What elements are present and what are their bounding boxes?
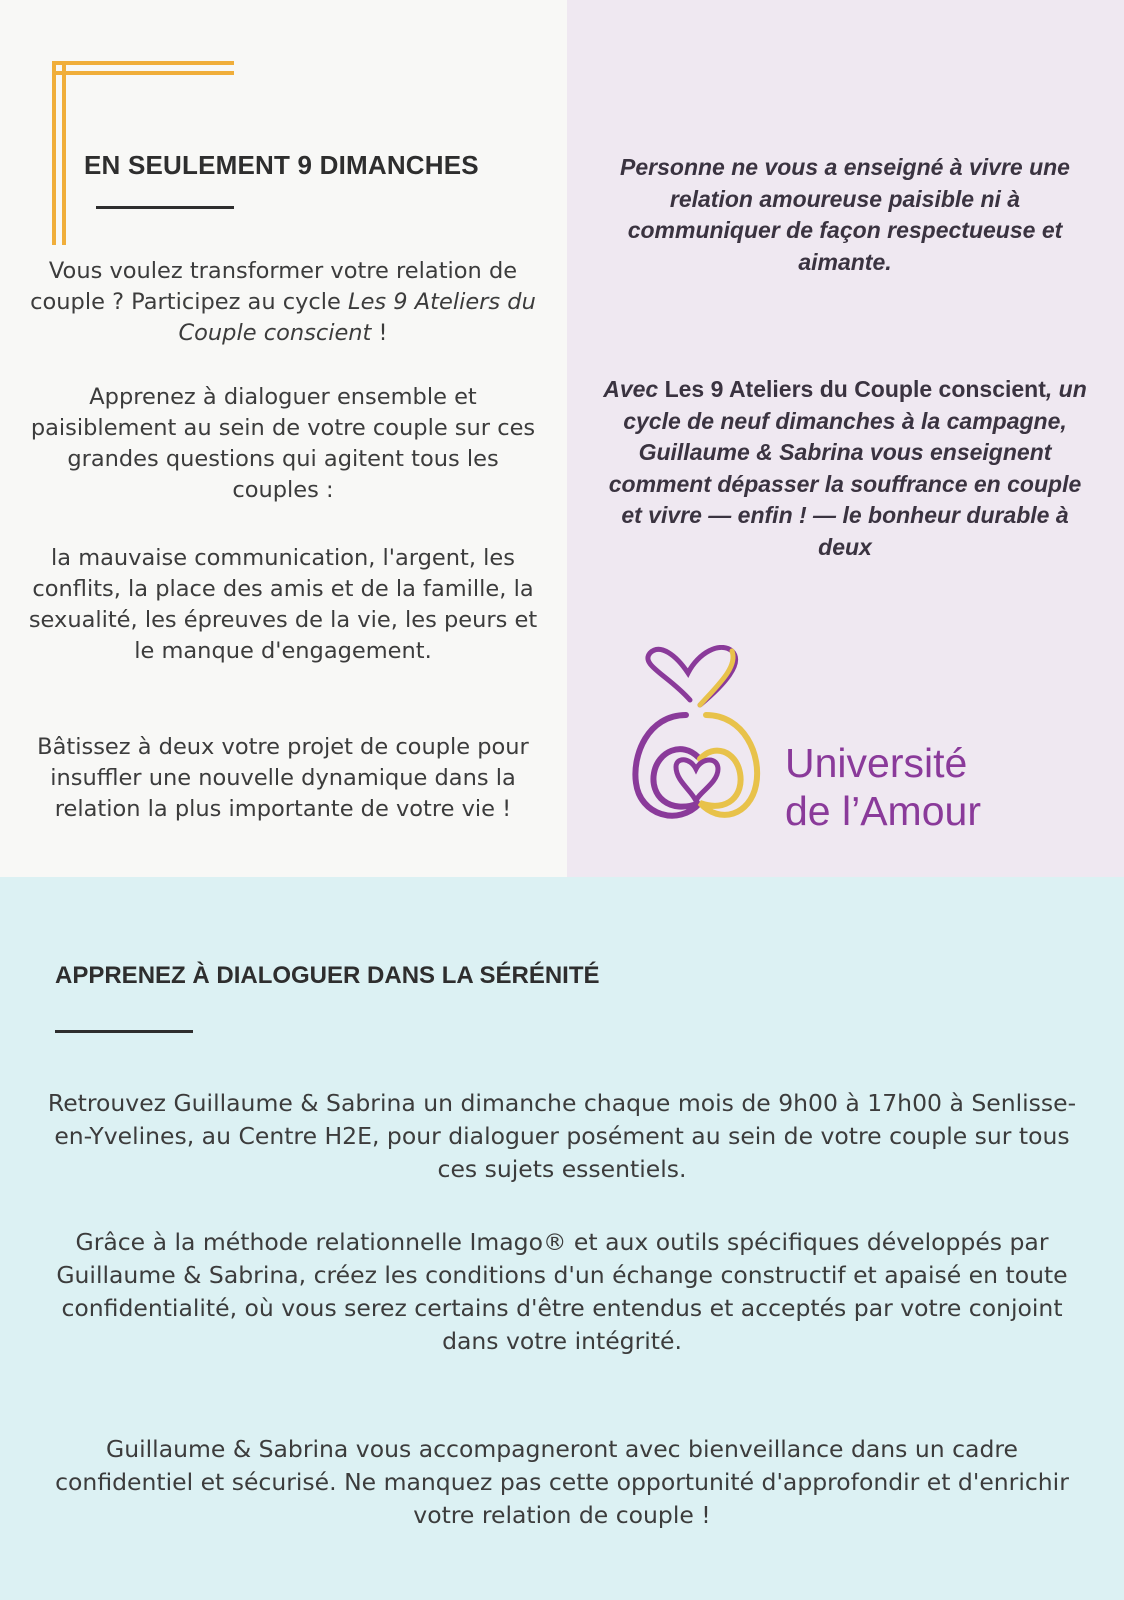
- bottom-paragraph-1: Retrouvez Guillaume & Sabrina un dimanche chaque mois de 9h00 à 17h00 à Senlisse-en-Yvelines, au Centre H2E, pour dialoguer posément au sein de votre couple sur tous ces sujets essentiels.: [47, 1089, 1077, 1183]
- right-intro: Personne ne vous a enseigné à vivre une relation amoureuse paisible ni à communiquer de façon respectueuse et aimante.: [620, 154, 1070, 275]
- left-paragraph-4: Bâtissez à deux votre projet de couple pour insuffler une nouvelle dynamique dans la relation la plus importante de votre vie !: [37, 734, 529, 822]
- right-paragraph: Avec Les 9 Ateliers du Couple conscient, un cycle de neuf dimanches à la campagne, Guillaume & Sabrina vous enseignent comment dépasser la souffrance en couple et vivre — enfin ! — le bonheur durable à deux: [603, 376, 1087, 560]
- left-paragraph-1: Vous voulez transformer votre relation de couple ? Participez au cycle Les 9 Ateliers du Couple conscient !: [30, 258, 536, 346]
- left-paragraph-2: Apprenez à dialoguer ensemble et paisiblement au sein de votre couple sur ces grandes questions qui agitent tous les couples :: [30, 384, 536, 503]
- left-heading: EN SEULEMENT 9 DIMANCHES: [84, 150, 479, 180]
- bracket-decoration-horizontal: [52, 61, 234, 75]
- left-paragraph-3: la mauvaise communication, l'argent, les conflits, la place des amis et de la famille, la sexualité, les épreuves de la vie, les peurs et le manque d'engagement.: [28, 545, 538, 664]
- logo-text-line-2: de l’Amour: [785, 788, 981, 834]
- logo-text-line-1: Université: [785, 740, 968, 786]
- bottom-heading-rule: [55, 1030, 193, 1033]
- universite-amour-logo-icon: [628, 645, 768, 830]
- left-heading-rule: [96, 206, 234, 209]
- bottom-paragraph-2: Grâce à la méthode relationnelle Imago® et aux outils spécifiques développés par Guillaume & Sabrina, créez les conditions d'un échange constructif et apaisé en toute confidentialité, où vous serez certains d'être entendus et acceptés par votre conjoint dans votre intégrité.: [56, 1228, 1068, 1355]
- bottom-paragraph-3: Guillaume & Sabrina vous accompagneront avec bienveillance dans un cadre confidentiel et sécurisé. Ne manquez pas cette opportunité d'approfondir et d'enrichir votre relation de couple !: [55, 1435, 1069, 1529]
- bracket-decoration-vertical: [52, 61, 66, 245]
- bottom-heading: APPRENEZ À DIALOGUER DANS LA SÉRÉNITÉ: [55, 962, 600, 989]
